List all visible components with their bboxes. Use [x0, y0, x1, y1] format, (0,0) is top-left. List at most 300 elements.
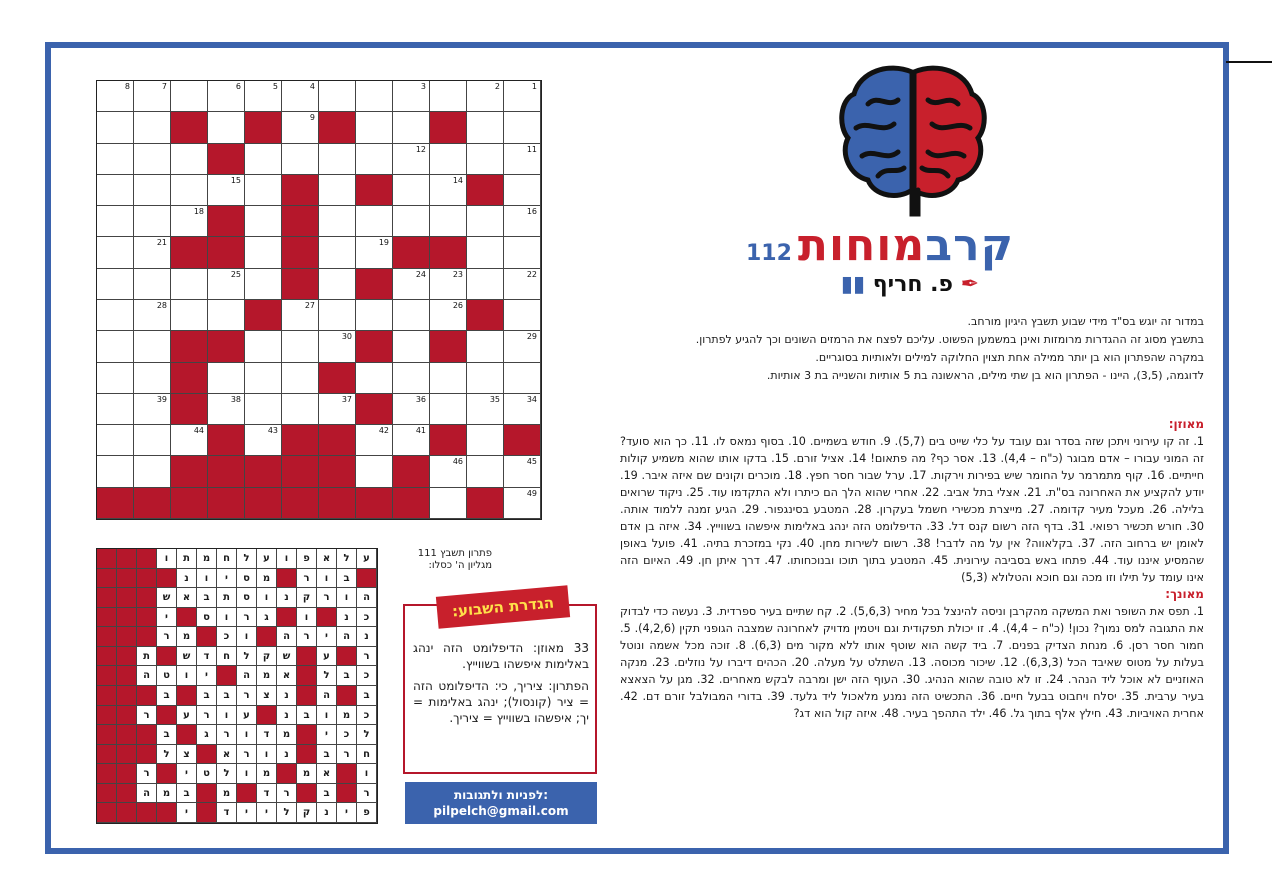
crossword-cell[interactable]: [319, 206, 356, 237]
crossword-black-cell: [356, 488, 393, 519]
solution-black-cell: [157, 647, 177, 667]
crossword-cell[interactable]: [319, 237, 356, 268]
crossword-cell[interactable]: [282, 394, 319, 425]
crossword-cell[interactable]: [97, 81, 134, 112]
solution-black-cell: [177, 608, 197, 628]
down-clues: 1. תפס את השופר ואת המשקה מהקרבן וניסה להינצל בכל מחיר (5,6,3). 2. קח שתיים בעיר ספרדית. 3. נעשה כדי לבדוק את התגובה למס נמוך? נכון! (כ"ח – 4,4). 4. זו יכולת תפקודית וגם ויטמין מדויק לאחרונה שמצבה הגופני תקין (4,2,6). 5. חמור חסר רסן. 6. מנחת הצדיק בפנים. 7. ביד קשה הוא שוטף אותו ללא מקור מים (6,3). 8. זוכה מכל אשמה ונוטל בעלות על מטוס שאיבד הכל (6,3,3). 12. שיכור מכוסה. 13. השתלט על מעלה. 20. הכהים דיברו על נוזלים. 23. מנקה האוזניים לא אוכל ליד הנהר. 24. זו לא טובה שהוא הנהיג. 30. העוף הזה ישן ומרבה לבקש מאחרים. 32. מגן על הצאצא בעיר ערבית. 35. יסלח ויחבוט בבעל חיים. 36. התכשיט הזה נמנע מלאכול ליד גלעד. 39. בדורי המבולבל זורם דם. 42. אחרית האויביות. 43. חילץ אלף בתוך גל. 46. ילד התהפך בעיר. 48. איזה קול הוא דג?: [620, 605, 1205, 720]
crossword-black-cell: [208, 488, 245, 519]
crossword-black-cell: [319, 488, 356, 519]
crossword-cell[interactable]: [208, 175, 245, 206]
crossword-cell[interactable]: [134, 425, 171, 456]
clue-number: 44: [193, 426, 204, 436]
crossword-cell[interactable]: [134, 300, 171, 331]
crossword-cell[interactable]: [393, 175, 430, 206]
crossword-cell[interactable]: [282, 112, 319, 143]
solution-cell: ש: [157, 588, 177, 608]
crossword-black-cell: [356, 331, 393, 362]
solution-cell: ק: [297, 803, 317, 823]
solution-cell: ב: [317, 745, 337, 765]
clue-number: 28: [156, 301, 167, 310]
solution-black-cell: [117, 784, 137, 804]
solution-cell: מ: [257, 666, 277, 686]
crossword-cell[interactable]: [504, 300, 541, 331]
crossword-cell[interactable]: [467, 269, 504, 300]
solution-cell: ס: [237, 569, 257, 589]
solution-cell: ע: [357, 549, 377, 569]
crossword-cell[interactable]: [393, 81, 430, 112]
crossword-cell[interactable]: [245, 394, 282, 425]
crossword-cell[interactable]: [208, 81, 245, 112]
crossword-cell[interactable]: [356, 112, 393, 143]
crossword-black-cell: [171, 456, 208, 487]
solution-black-cell: [117, 569, 137, 589]
crossword-cell[interactable]: [467, 144, 504, 175]
clue-number: 41: [415, 426, 426, 436]
solution-black-cell: [157, 569, 177, 589]
crossword-cell[interactable]: [356, 206, 393, 237]
crossword-cell[interactable]: [245, 144, 282, 175]
crossword-cell[interactable]: [430, 206, 467, 237]
crossword-cell[interactable]: [319, 300, 356, 331]
crossword-cell[interactable]: [356, 425, 393, 456]
crossword-grid[interactable]: [96, 80, 542, 520]
crossword-cell[interactable]: [282, 144, 319, 175]
crossword-cell[interactable]: [245, 269, 282, 300]
crossword-cell[interactable]: [282, 81, 319, 112]
crossword-cell[interactable]: [504, 331, 541, 362]
crossword-black-cell: [319, 112, 356, 143]
solution-black-cell: [317, 608, 337, 628]
crossword-cell[interactable]: [171, 300, 208, 331]
crossword-cell[interactable]: [393, 300, 430, 331]
clue-number: 14: [452, 175, 463, 185]
crossword-cell[interactable]: [430, 300, 467, 331]
crossword-black-cell: [467, 488, 504, 519]
clue-number: 30: [341, 332, 352, 342]
solution-cell: כ: [357, 666, 377, 686]
crossword-cell[interactable]: [97, 456, 134, 487]
contact-box: [405, 782, 597, 824]
solution-cell: ב: [177, 784, 197, 804]
clue-number: 19: [378, 238, 389, 248]
clue-number: 35: [489, 394, 500, 404]
crossword-cell[interactable]: [393, 425, 430, 456]
solution-cell: נ: [357, 627, 377, 647]
solution-cell: א: [217, 745, 237, 765]
clue-number: 45: [526, 457, 537, 467]
crossword-cell[interactable]: [134, 269, 171, 300]
solution-cell: ע: [177, 706, 197, 726]
crossword-cell[interactable]: [467, 112, 504, 143]
crossword-cell[interactable]: [393, 331, 430, 362]
solution-cell: ת: [137, 647, 157, 667]
crossword-cell[interactable]: [319, 269, 356, 300]
crossword-black-cell: [282, 456, 319, 487]
crossword-cell[interactable]: [134, 363, 171, 394]
crossword-cell[interactable]: [134, 81, 171, 112]
crossword-cell[interactable]: [467, 456, 504, 487]
solution-black-cell: [97, 549, 117, 569]
clue-number: 42: [378, 426, 389, 436]
solution-cell: ר: [157, 627, 177, 647]
crossword-black-cell: [171, 237, 208, 268]
solution-caption-line1: פתרון תשבץ 111: [417, 548, 492, 559]
clue-number: 23: [452, 269, 463, 279]
crossword-cell[interactable]: [171, 425, 208, 456]
crossword-cell[interactable]: [356, 237, 393, 268]
crossword-cell[interactable]: [504, 144, 541, 175]
clue-number: 3: [420, 82, 426, 91]
crossword-cell[interactable]: [97, 269, 134, 300]
solution-black-cell: [297, 666, 317, 686]
solution-cell: ר: [297, 569, 317, 589]
solution-cell: ו: [317, 706, 337, 726]
crossword-cell[interactable]: [245, 363, 282, 394]
crossword-cell[interactable]: [467, 394, 504, 425]
crossword-cell[interactable]: [430, 394, 467, 425]
solution-cell: מ: [177, 627, 197, 647]
crossword-cell[interactable]: [319, 144, 356, 175]
crossword-cell[interactable]: [430, 269, 467, 300]
crossword-cell[interactable]: [393, 363, 430, 394]
solution-black-cell: [117, 764, 137, 784]
crossword-cell[interactable]: [430, 144, 467, 175]
solution-cell: ה: [137, 666, 157, 686]
solution-cell: ר: [297, 627, 317, 647]
clue-number: 18: [193, 207, 204, 217]
solution-black-cell: [97, 764, 117, 784]
solution-black-cell: [137, 608, 157, 628]
crossword-cell[interactable]: [97, 300, 134, 331]
crossword-cell[interactable]: [282, 363, 319, 394]
solution-cell: י: [237, 803, 257, 823]
crossword-cell[interactable]: [245, 237, 282, 268]
solution-cell: ה: [277, 627, 297, 647]
solution-black-cell: [237, 784, 257, 804]
clue-number: 43: [267, 426, 278, 436]
solution-cell: י: [217, 569, 237, 589]
solution-cell: ח: [357, 745, 377, 765]
crossword-cell[interactable]: [504, 81, 541, 112]
crossword-cell[interactable]: [504, 456, 541, 487]
crossword-cell[interactable]: [134, 112, 171, 143]
solution-cell: ו: [317, 569, 337, 589]
crossword-cell[interactable]: [134, 331, 171, 362]
crossword-cell[interactable]: [134, 456, 171, 487]
solution-cell: ה: [237, 666, 257, 686]
contact-label: לפניות ולתגובות:: [453, 788, 549, 802]
solution-cell: ק: [297, 588, 317, 608]
solution-black-cell: [117, 686, 137, 706]
crossword-cell[interactable]: [356, 144, 393, 175]
solution-cell: ב: [217, 686, 237, 706]
crossword-black-cell: [319, 363, 356, 394]
solution-black-cell: [137, 549, 157, 569]
solution-cell: ר: [357, 784, 377, 804]
crossword-black-cell: [504, 425, 541, 456]
crossword-cell[interactable]: [97, 237, 134, 268]
solution-cell: ה: [137, 784, 157, 804]
solution-cell: ח: [217, 549, 237, 569]
crossword-cell[interactable]: [208, 112, 245, 143]
crossword-cell[interactable]: [504, 112, 541, 143]
solution-cell: ב: [337, 569, 357, 589]
crossword-cell[interactable]: [504, 237, 541, 268]
clue-number: 24: [415, 269, 426, 279]
crossword-cell[interactable]: [97, 144, 134, 175]
solution-cell: א: [317, 764, 337, 784]
crossword-cell[interactable]: [171, 175, 208, 206]
solution-black-cell: [117, 745, 137, 765]
solution-cell: א: [177, 588, 197, 608]
crossword-cell[interactable]: [97, 394, 134, 425]
across-title: מאוזן:: [1168, 417, 1204, 431]
crossword-cell[interactable]: [134, 206, 171, 237]
solution-cell: ל: [237, 647, 257, 667]
solution-cell: נ: [277, 706, 297, 726]
intro-p3: במקרה שהפתרון הוא בן יותר ממילה אחת תצוין החלוקה למילים ולאותיות בסוגריים.: [815, 351, 1204, 364]
crossword-cell[interactable]: [97, 425, 134, 456]
solution-cell: ר: [357, 647, 377, 667]
crossword-cell[interactable]: [245, 206, 282, 237]
crossword-black-cell: [319, 456, 356, 487]
solution-cell: י: [257, 803, 277, 823]
intro-p2: בתשבץ מסוג זה ההגדרות מרומזות ואינן במשמען הפשוט. עליכם לפצח את הרמזים השונים וכך להגיע לפתרון.: [695, 333, 1204, 346]
crossword-cell[interactable]: [393, 206, 430, 237]
solution-cell: ב: [317, 784, 337, 804]
solution-black-cell: [97, 666, 117, 686]
crossword-cell[interactable]: [393, 112, 430, 143]
solution-cell: ו: [197, 569, 217, 589]
clue-number: 16: [526, 207, 537, 217]
crossword-black-cell: [171, 394, 208, 425]
crossword-cell[interactable]: [282, 331, 319, 362]
solution-cell: ח: [217, 647, 237, 667]
solution-cell: ה: [357, 588, 377, 608]
crossword-cell[interactable]: [97, 331, 134, 362]
crossword-black-cell: [467, 300, 504, 331]
crossword-cell[interactable]: [245, 331, 282, 362]
solution-black-cell: [117, 706, 137, 726]
solution-cell: ס: [237, 588, 257, 608]
solution-cell: ה: [317, 686, 337, 706]
solution-cell: ר: [237, 608, 257, 628]
crossword-cell[interactable]: [430, 488, 467, 519]
solution-black-cell: [117, 666, 137, 686]
clue-number: 12: [415, 144, 426, 154]
solution-cell: כ: [357, 608, 377, 628]
solution-cell: ב: [197, 686, 217, 706]
solution-black-cell: [257, 706, 277, 726]
crossword-cell[interactable]: [430, 363, 467, 394]
crossword-black-cell: [208, 206, 245, 237]
solution-cell: ד: [217, 803, 237, 823]
crossword-cell[interactable]: [467, 425, 504, 456]
solution-black-cell: [97, 588, 117, 608]
solution-cell: מ: [257, 764, 277, 784]
solution-cell: ו: [357, 764, 377, 784]
solution-cell: כ: [217, 627, 237, 647]
solution-black-cell: [337, 784, 357, 804]
crossword-black-cell: [171, 363, 208, 394]
crossword-cell[interactable]: [171, 81, 208, 112]
solution-cell: ל: [277, 803, 297, 823]
crossword-black-cell: [393, 488, 430, 519]
solution-cell: א: [277, 666, 297, 686]
solution-cell: נ: [277, 588, 297, 608]
riddle-title: הגדרת השבוע:: [436, 585, 570, 628]
solution-black-cell: [337, 764, 357, 784]
crossword-black-cell: [245, 488, 282, 519]
crossword-cell[interactable]: [171, 144, 208, 175]
solution-black-cell: [97, 784, 117, 804]
intro-text: [620, 314, 1204, 386]
solution-black-cell: [197, 627, 217, 647]
crossword-black-cell: [208, 237, 245, 268]
crossword-cell[interactable]: [504, 363, 541, 394]
clue-number: 8: [124, 82, 130, 91]
clue-number: 22: [526, 269, 537, 279]
solution-black-cell: [117, 803, 137, 823]
solution-cell: ר: [337, 745, 357, 765]
crossword-cell[interactable]: [319, 175, 356, 206]
solution-black-cell: [97, 686, 117, 706]
crossword-cell[interactable]: [319, 331, 356, 362]
crossword-black-cell: [282, 269, 319, 300]
clue-number: 2: [494, 82, 500, 91]
riddle-box: [403, 604, 597, 774]
solution-cell: נ: [337, 608, 357, 628]
crossword-cell[interactable]: [245, 425, 282, 456]
clues: [620, 416, 1204, 722]
crossword-cell[interactable]: [467, 81, 504, 112]
crossword-cell[interactable]: [134, 394, 171, 425]
clue-number: 49: [526, 488, 537, 498]
crossword-cell[interactable]: [393, 269, 430, 300]
crossword-cell[interactable]: [134, 144, 171, 175]
solution-black-cell: [117, 647, 137, 667]
crossword-cell[interactable]: [504, 394, 541, 425]
crossword-cell[interactable]: [245, 175, 282, 206]
crossword-black-cell: [171, 331, 208, 362]
crossword-cell[interactable]: [97, 112, 134, 143]
solution-cell: ל: [217, 764, 237, 784]
crossword-cell[interactable]: [504, 175, 541, 206]
solution-cell: מ: [157, 784, 177, 804]
crossword-cell[interactable]: [430, 175, 467, 206]
solution-black-cell: [117, 588, 137, 608]
crossword-cell[interactable]: [245, 81, 282, 112]
solution-cell: נ: [277, 745, 297, 765]
crossword-cell[interactable]: [208, 269, 245, 300]
solution-cell: א: [317, 549, 337, 569]
solution-cell: כ: [357, 706, 377, 726]
crossword-cell[interactable]: [467, 331, 504, 362]
crossword-cell[interactable]: [319, 394, 356, 425]
crossword-black-cell: [393, 456, 430, 487]
solution-cell: ד: [257, 784, 277, 804]
crossword-cell[interactable]: [504, 206, 541, 237]
crossword-cell[interactable]: [356, 456, 393, 487]
crossword-cell[interactable]: [97, 175, 134, 206]
crossword-cell[interactable]: [208, 363, 245, 394]
crossword-black-cell: [208, 456, 245, 487]
crossword-cell[interactable]: [504, 269, 541, 300]
crossword-cell[interactable]: [467, 363, 504, 394]
solution-black-cell: [217, 666, 237, 686]
solution-cell: פ: [297, 549, 317, 569]
crossword-cell[interactable]: [356, 300, 393, 331]
solution-black-cell: [117, 725, 137, 745]
clue-number: 25: [230, 269, 241, 279]
solution-cell: מ: [257, 569, 277, 589]
crossword-cell[interactable]: [393, 394, 430, 425]
crossword-black-cell: [208, 144, 245, 175]
solution-cell: ע: [257, 549, 277, 569]
clue-number: 9: [309, 113, 315, 123]
crossword-black-cell: [430, 112, 467, 143]
crossword-cell[interactable]: [467, 206, 504, 237]
solution-cell: ו: [277, 549, 297, 569]
crossword-cell[interactable]: [356, 81, 393, 112]
solution-black-cell: [337, 686, 357, 706]
solution-cell: צ: [257, 686, 277, 706]
crossword-cell[interactable]: [134, 175, 171, 206]
solution-cell: י: [177, 803, 197, 823]
solution-cell: ה: [337, 627, 357, 647]
clue-number: 39: [156, 394, 167, 404]
solution-black-cell: [97, 803, 117, 823]
crossword-black-cell: [282, 488, 319, 519]
solution-cell: י: [337, 803, 357, 823]
solution-cell: מ: [217, 784, 237, 804]
crossword-black-cell: [282, 206, 319, 237]
solution-cell: ר: [277, 784, 297, 804]
solution-cell: ו: [237, 627, 257, 647]
solution-black-cell: [97, 569, 117, 589]
contact-email[interactable]: pilpelch@gmail.com: [433, 804, 569, 818]
solution-cell: ו: [297, 608, 317, 628]
crossword-cell[interactable]: [134, 237, 171, 268]
crossword-cell[interactable]: [282, 300, 319, 331]
crossword-black-cell: [282, 425, 319, 456]
crossword-cell[interactable]: [171, 269, 208, 300]
crossword-cell[interactable]: [97, 206, 134, 237]
crossword-black-cell: [171, 112, 208, 143]
solution-cell: ג: [197, 725, 217, 745]
crossword-cell[interactable]: [208, 394, 245, 425]
solution-cell: ב: [357, 686, 377, 706]
crossword-cell[interactable]: [171, 206, 208, 237]
title-blue: קרב: [925, 220, 1014, 271]
crossword-cell[interactable]: [430, 81, 467, 112]
crossword-cell[interactable]: [97, 363, 134, 394]
crossword-cell[interactable]: [430, 456, 467, 487]
crossword-cell[interactable]: [393, 144, 430, 175]
solution-cell: נ: [177, 569, 197, 589]
solution-black-cell: [197, 803, 217, 823]
solution-cell: ו: [337, 588, 357, 608]
solution-black-cell: [297, 784, 317, 804]
solution-black-cell: [137, 627, 157, 647]
crossword-cell[interactable]: [356, 363, 393, 394]
solution-caption-line2: מגליון ה' כסלו:: [428, 560, 492, 571]
solution-cell: ג: [257, 608, 277, 628]
crossword-cell[interactable]: [467, 237, 504, 268]
crossword-cell[interactable]: [208, 300, 245, 331]
crossword-cell[interactable]: [319, 81, 356, 112]
crossword-cell[interactable]: [504, 488, 541, 519]
